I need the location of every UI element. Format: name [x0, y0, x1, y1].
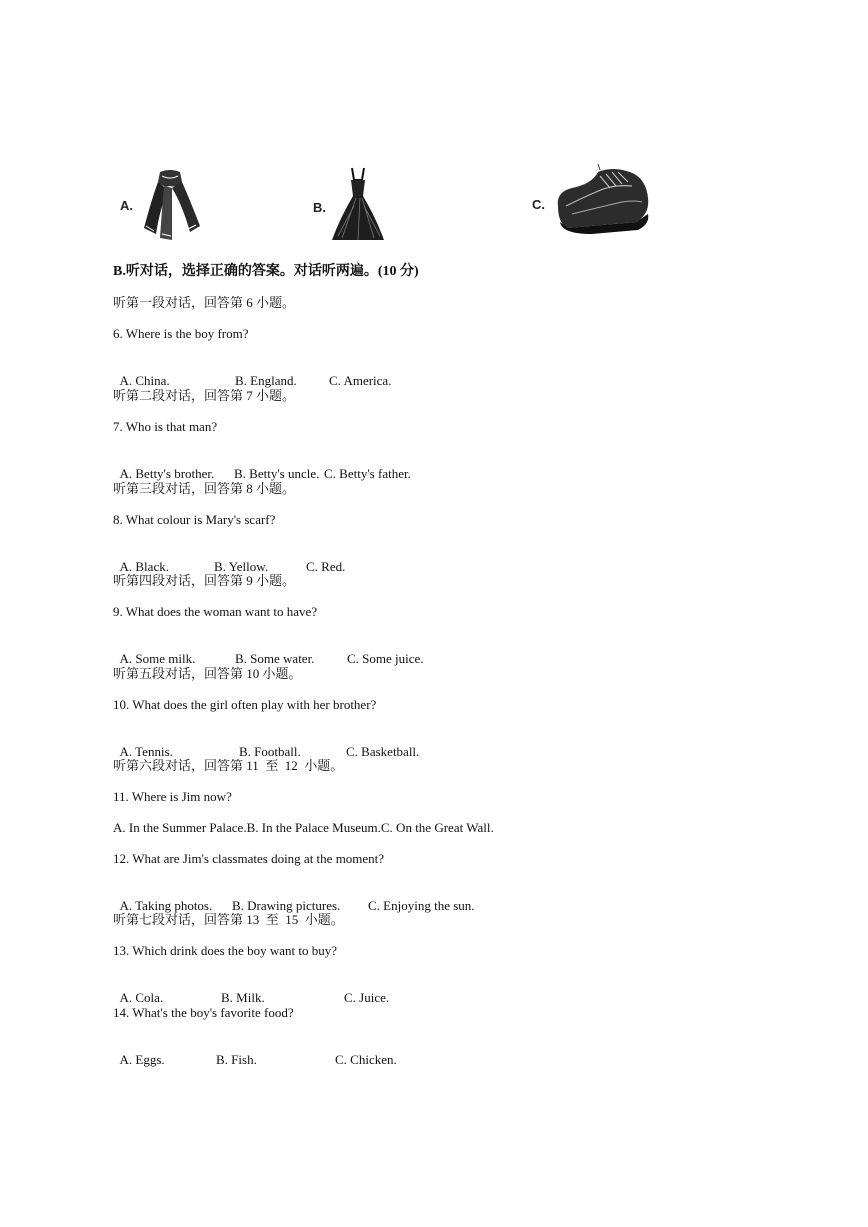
option-b: B. Football. [239, 744, 301, 759]
option-c: C. Basketball. [346, 744, 420, 759]
options-10 [113, 728, 420, 760]
instruction-text: 听第二段对话，回答第 7 小题。 [113, 388, 296, 403]
option-b: B. Fish. [216, 1052, 257, 1067]
option-b: B. Milk. [221, 990, 265, 1005]
question-10: 10. What does the girl often play with her brother? [113, 697, 377, 712]
option-b: B. Yellow. [214, 559, 269, 574]
option-a: A. Betty's brother. [119, 466, 215, 481]
question-8: 8. What colour is Mary's scarf? [113, 512, 276, 527]
option-c: C. America. [329, 373, 392, 388]
question-11: 11. Where is Jim now? [113, 789, 232, 804]
options-14 [113, 1036, 397, 1068]
instruction-text: 听第三段对话，回答第 8 小题。 [113, 481, 296, 496]
question-12: 12. What are Jim's classmates doing at the moment? [113, 851, 385, 866]
options-9 [113, 635, 424, 667]
picture-b-label: B. [313, 200, 326, 215]
options-13 [113, 974, 390, 1006]
option-c: C. Red. [306, 559, 346, 574]
option-a: A. Cola. [119, 990, 164, 1005]
instruction-text: 听第七段对话，回答第 13 至 15 小题。 [113, 912, 344, 927]
question-6: 6. Where is the boy from? [113, 326, 249, 341]
option-c: C. Betty's father. [324, 466, 411, 481]
option-b: B. England. [235, 373, 297, 388]
section-title: B.听对话，选择正确的答案。对话听两遍。(10 分) [113, 264, 419, 279]
option-c: C. Some juice. [347, 651, 424, 666]
picture-a-label: A. [120, 198, 133, 213]
picture-c-label: C. [532, 197, 545, 212]
option-c: C. On the Great Wall. [380, 820, 494, 835]
option-c: C. Chicken. [335, 1052, 397, 1067]
question-9: 9. What does the woman want to have? [113, 604, 318, 619]
options-7 [113, 450, 411, 482]
scarf-icon [138, 168, 202, 247]
option-a: A. Some milk. [119, 651, 196, 666]
option-b: B. Some water. [235, 651, 315, 666]
option-b: B. Betty's uncle. [234, 466, 320, 481]
question-7: 7. Who is that man? [113, 419, 218, 434]
instruction-text: 听第五段对话，回答第 10 小题。 [113, 666, 302, 681]
option-a: A. Taking photos. [119, 898, 213, 913]
question-13: 13. Which drink does the boy want to buy? [113, 943, 337, 958]
instruction-text: 听第六段对话，回答第 11 至 12 小题。 [113, 758, 344, 773]
option-a: A. Tennis. [119, 744, 173, 759]
option-b: B. Drawing pictures. [232, 898, 341, 913]
option-c: C. Enjoying the sun. [368, 898, 475, 913]
option-a: A. In the Summer Palace. [113, 820, 247, 835]
option-a: A. Eggs. [119, 1052, 165, 1067]
options-12 [113, 882, 475, 914]
option-a: A. Black. [119, 559, 169, 574]
options-11 [113, 820, 494, 836]
shoe-icon [552, 162, 652, 247]
options-6 [113, 357, 392, 389]
instruction-text: 听第一段对话，回答第 6 小题。 [113, 295, 296, 310]
dress-icon [330, 166, 386, 249]
question-14: 14. What's the boy's favorite food? [113, 1005, 294, 1020]
option-a: A. China. [119, 373, 170, 388]
option-c: C. Juice. [344, 990, 390, 1005]
option-b: B. In the Palace Museum. [246, 820, 381, 835]
instruction-text: 听第四段对话，回答第 9 小题。 [113, 573, 296, 588]
options-8 [113, 543, 346, 575]
